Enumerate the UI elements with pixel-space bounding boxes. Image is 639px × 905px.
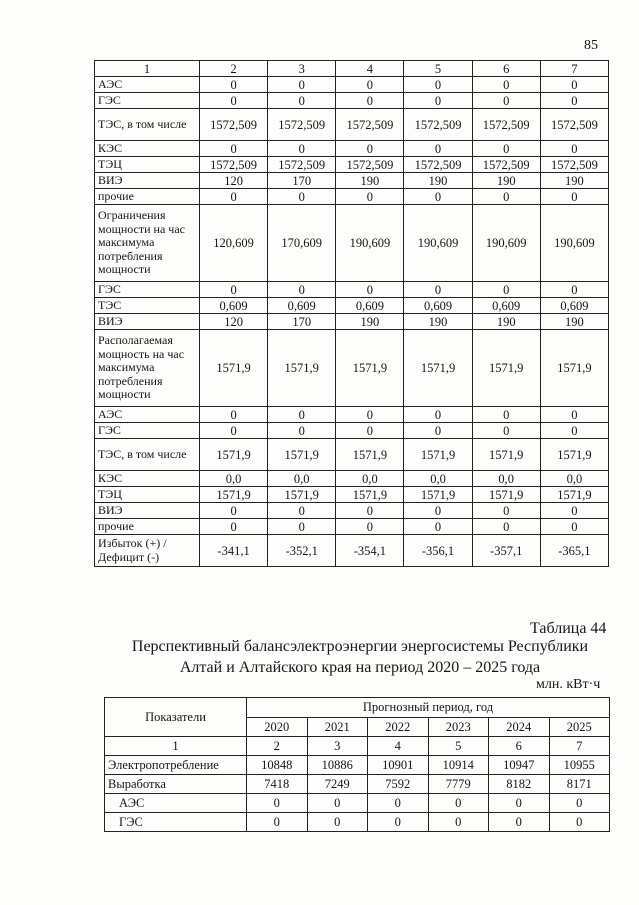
- table-cell: 190: [472, 173, 540, 189]
- table-cell: 120: [200, 173, 268, 189]
- table-cell: 0: [200, 141, 268, 157]
- table-row: [95, 205, 609, 282]
- table-cell: 0: [268, 77, 336, 93]
- table-row: [95, 93, 609, 109]
- row-label: прочие: [95, 519, 200, 535]
- table-cell: 0: [336, 423, 404, 439]
- table-cell: 1572,509: [200, 157, 268, 173]
- table-cell: 7418: [247, 775, 308, 794]
- table-cell: 190,609: [404, 205, 472, 282]
- table-title: Перспективный балансэлектроэнергии энергосистемы Республики Алтай и Алтайского края на период 2020 – 2025 года: [131, 638, 589, 676]
- table-cell: 0: [247, 794, 308, 813]
- table-cell: 0: [368, 813, 429, 832]
- year-header: 2025: [549, 717, 610, 737]
- table-cell: 0: [268, 282, 336, 298]
- table-cell: 0: [268, 503, 336, 519]
- table-row: [105, 775, 610, 794]
- table-row: [105, 813, 610, 832]
- page-number: 85: [584, 38, 598, 53]
- table-cell: 120: [200, 314, 268, 330]
- row-label: ТЭЦ: [95, 157, 200, 173]
- row-label: Электропотребление: [105, 756, 247, 775]
- table-cell: 0: [200, 282, 268, 298]
- table-row: [95, 330, 609, 407]
- column-number: 2: [200, 61, 268, 77]
- period-header: Прогнозный период, год: [247, 698, 610, 718]
- table-cell: 0: [540, 77, 608, 93]
- row-label: АЭС: [95, 77, 200, 93]
- table-cell: 0: [404, 407, 472, 423]
- table-cell: 0,0: [472, 471, 540, 487]
- column-number: 6: [472, 61, 540, 77]
- table-cell: 0: [404, 141, 472, 157]
- year-header: 2021: [307, 717, 368, 737]
- row-label: ВИЭ: [95, 314, 200, 330]
- table-cell: 1571,9: [540, 439, 608, 471]
- row-label: ГЭС: [95, 282, 200, 298]
- table-cell: 0: [307, 794, 368, 813]
- table-cell: 0: [200, 93, 268, 109]
- table-cell: 0: [200, 503, 268, 519]
- table-row: [95, 141, 609, 157]
- table-cell: 0,0: [336, 471, 404, 487]
- table-cell: 0: [247, 813, 308, 832]
- table-cell: 0: [268, 141, 336, 157]
- table-cell: 0: [428, 794, 489, 813]
- row-label: ГЭС: [95, 423, 200, 439]
- table-cell: 1572,509: [268, 109, 336, 141]
- year-header: 2020: [247, 717, 308, 737]
- table-cell: 0: [472, 423, 540, 439]
- table-cell: 1572,509: [472, 109, 540, 141]
- table-cell: 0: [268, 519, 336, 535]
- table-cell: -341,1: [200, 535, 268, 567]
- table-cell: 0: [336, 93, 404, 109]
- table-cell: 0: [404, 93, 472, 109]
- table-cell: 0: [540, 93, 608, 109]
- table-cell: -357,1: [472, 535, 540, 567]
- row-label: АЭС: [95, 407, 200, 423]
- table-cell: 0: [540, 282, 608, 298]
- column-number: 5: [428, 737, 489, 756]
- table-cell: 0,0: [540, 471, 608, 487]
- table-cell: 0: [472, 189, 540, 205]
- table-cell: 0,609: [200, 298, 268, 314]
- row-label: ГЭС: [105, 813, 247, 832]
- table-cell: 1571,9: [268, 487, 336, 503]
- table-cell: 0: [540, 423, 608, 439]
- table-cell: 1571,9: [404, 487, 472, 503]
- row-label: Выработка: [105, 775, 247, 794]
- table-cell: 0: [200, 189, 268, 205]
- table-cell: 0: [404, 77, 472, 93]
- year-header: 2024: [489, 717, 550, 737]
- row-label: КЭС: [95, 141, 200, 157]
- table-cell: 190: [404, 314, 472, 330]
- table-cell: 1571,9: [336, 439, 404, 471]
- table-cell: 0: [540, 189, 608, 205]
- table-row: [95, 535, 609, 567]
- table-cell: 10901: [368, 756, 429, 775]
- table-cell: 0: [540, 407, 608, 423]
- table-cell: 0,0: [200, 471, 268, 487]
- table-cell: 190: [540, 314, 608, 330]
- table-row: [95, 519, 609, 535]
- table-cell: 10848: [247, 756, 308, 775]
- row-label: ВИЭ: [95, 173, 200, 189]
- table-cell: 0: [200, 519, 268, 535]
- table-cell: 1571,9: [472, 330, 540, 407]
- table-cell: 0: [489, 813, 550, 832]
- table-cell: 170: [268, 173, 336, 189]
- year-header: 2022: [368, 717, 429, 737]
- row-label: Располагаемая мощность на час максимума потребления мощности: [95, 330, 200, 407]
- table-caption-number: Таблица 44: [530, 620, 607, 637]
- table-cell: 190,609: [540, 205, 608, 282]
- table-cell: 1571,9: [404, 330, 472, 407]
- column-number: 3: [268, 61, 336, 77]
- electricity-balance-table: [104, 697, 610, 832]
- row-label: Ограничения мощности на час максимума потребления мощности: [95, 205, 200, 282]
- table-cell: 0: [472, 519, 540, 535]
- table-cell: 7592: [368, 775, 429, 794]
- table-cell: 1571,9: [336, 330, 404, 407]
- table-cell: 0: [404, 189, 472, 205]
- column-number: 4: [368, 737, 429, 756]
- table-cell: 1571,9: [200, 330, 268, 407]
- numbering-row: [105, 737, 610, 756]
- table-row: [95, 423, 609, 439]
- table-cell: 1571,9: [540, 487, 608, 503]
- table-cell: 1572,509: [268, 157, 336, 173]
- row-label: ТЭС: [95, 298, 200, 314]
- table-cell: 0,0: [268, 471, 336, 487]
- table-cell: 1571,9: [336, 487, 404, 503]
- row-label: ВИЭ: [95, 503, 200, 519]
- capacity-balance-table: [94, 60, 609, 567]
- table-cell: 0: [200, 407, 268, 423]
- table-row: [95, 487, 609, 503]
- table-row: [95, 471, 609, 487]
- table-cell: 1572,509: [404, 109, 472, 141]
- table-cell: 0: [489, 794, 550, 813]
- table-cell: 0: [472, 93, 540, 109]
- column-number: 3: [307, 737, 368, 756]
- table-cell: 0,609: [268, 298, 336, 314]
- table-cell: 0: [472, 77, 540, 93]
- table-row: [95, 407, 609, 423]
- table-cell: 0,609: [540, 298, 608, 314]
- row-label: Избыток (+) / Дефицит (-): [95, 535, 200, 567]
- column-number: 5: [404, 61, 472, 77]
- table-cell: 1572,509: [540, 157, 608, 173]
- table-cell: 1571,9: [472, 439, 540, 471]
- table-cell: 190: [540, 173, 608, 189]
- column-number: 2: [247, 737, 308, 756]
- table-cell: 10914: [428, 756, 489, 775]
- table-row: [105, 794, 610, 813]
- column-number: 1: [105, 737, 247, 756]
- table-cell: 1572,509: [540, 109, 608, 141]
- table-row: [95, 189, 609, 205]
- table-cell: 0: [336, 282, 404, 298]
- table-cell: 10947: [489, 756, 550, 775]
- table-row: [95, 109, 609, 141]
- table-cell: 0,609: [472, 298, 540, 314]
- table-cell: 0,609: [404, 298, 472, 314]
- table-cell: -365,1: [540, 535, 608, 567]
- table-row: [95, 77, 609, 93]
- table-cell: 0: [336, 407, 404, 423]
- column-number: 7: [540, 61, 608, 77]
- row-label: прочие: [95, 189, 200, 205]
- table-cell: 1572,509: [200, 109, 268, 141]
- indicators-header: Показатели: [105, 698, 247, 737]
- table-cell: 0: [336, 503, 404, 519]
- table-cell: 0: [540, 519, 608, 535]
- column-number: 6: [489, 737, 550, 756]
- unit-label: млн. кВт·ч: [536, 677, 601, 692]
- row-label: ГЭС: [95, 93, 200, 109]
- table-cell: 0: [336, 519, 404, 535]
- table-cell: -354,1: [336, 535, 404, 567]
- table-cell: 8171: [549, 775, 610, 794]
- table-cell: 1572,509: [336, 109, 404, 141]
- table-cell: 0: [336, 141, 404, 157]
- table-cell: 0: [428, 813, 489, 832]
- table-cell: 0: [549, 794, 610, 813]
- table-cell: 170,609: [268, 205, 336, 282]
- table-cell: 8182: [489, 775, 550, 794]
- table-cell: 1572,509: [336, 157, 404, 173]
- table-header-row: [95, 61, 609, 77]
- table-cell: 0: [472, 503, 540, 519]
- row-label: АЭС: [105, 794, 247, 813]
- table-cell: 0,609: [336, 298, 404, 314]
- row-label: ТЭС, в том числе: [95, 439, 200, 471]
- table-cell: 190: [404, 173, 472, 189]
- table-cell: 7249: [307, 775, 368, 794]
- table-cell: 1571,9: [268, 439, 336, 471]
- table-cell: 190: [472, 314, 540, 330]
- table-cell: 170: [268, 314, 336, 330]
- row-label: ТЭС, в том числе: [95, 109, 200, 141]
- table-cell: 0: [268, 189, 336, 205]
- table-cell: 1571,9: [472, 487, 540, 503]
- table-cell: 120,609: [200, 205, 268, 282]
- column-number: 4: [336, 61, 404, 77]
- table-cell: 0: [307, 813, 368, 832]
- table-row: [105, 756, 610, 775]
- table-cell: 10955: [549, 756, 610, 775]
- table-cell: 1572,509: [472, 157, 540, 173]
- table-cell: 0: [472, 141, 540, 157]
- table-row: [95, 314, 609, 330]
- table-row: [95, 298, 609, 314]
- column-number: 7: [549, 737, 610, 756]
- table-cell: 190: [336, 314, 404, 330]
- table-row: [95, 503, 609, 519]
- table-cell: 0: [540, 141, 608, 157]
- table-row: [95, 439, 609, 471]
- table-cell: 0: [549, 813, 610, 832]
- year-header: 2023: [428, 717, 489, 737]
- table-cell: 0: [472, 407, 540, 423]
- table-cell: 0: [200, 423, 268, 439]
- table-header-row: [105, 698, 610, 718]
- table-cell: 0: [200, 77, 268, 93]
- table-cell: 0: [336, 189, 404, 205]
- table-cell: 1571,9: [404, 439, 472, 471]
- table-cell: 0: [368, 794, 429, 813]
- table-cell: 1572,509: [404, 157, 472, 173]
- table-cell: 0: [268, 407, 336, 423]
- table-cell: 0: [404, 423, 472, 439]
- row-label: КЭС: [95, 471, 200, 487]
- table-cell: 0: [404, 503, 472, 519]
- table-cell: 0: [268, 93, 336, 109]
- table-cell: 0: [540, 503, 608, 519]
- table-row: [95, 173, 609, 189]
- table-cell: 1571,9: [200, 439, 268, 471]
- table-cell: 0: [268, 423, 336, 439]
- column-number: 1: [95, 61, 200, 77]
- table-cell: 190: [336, 173, 404, 189]
- table-cell: 0: [404, 519, 472, 535]
- table-cell: 10886: [307, 756, 368, 775]
- table-cell: 0: [472, 282, 540, 298]
- table-cell: 0: [336, 77, 404, 93]
- row-label: ТЭЦ: [95, 487, 200, 503]
- table-cell: -352,1: [268, 535, 336, 567]
- table-cell: -356,1: [404, 535, 472, 567]
- table-cell: 0,0: [404, 471, 472, 487]
- table-cell: 7779: [428, 775, 489, 794]
- table-cell: 0: [404, 282, 472, 298]
- table-cell: 190,609: [472, 205, 540, 282]
- table-cell: 1571,9: [540, 330, 608, 407]
- table-row: [95, 282, 609, 298]
- table-cell: 1571,9: [268, 330, 336, 407]
- table-cell: 190,609: [336, 205, 404, 282]
- table-cell: 1571,9: [200, 487, 268, 503]
- table-row: [95, 157, 609, 173]
